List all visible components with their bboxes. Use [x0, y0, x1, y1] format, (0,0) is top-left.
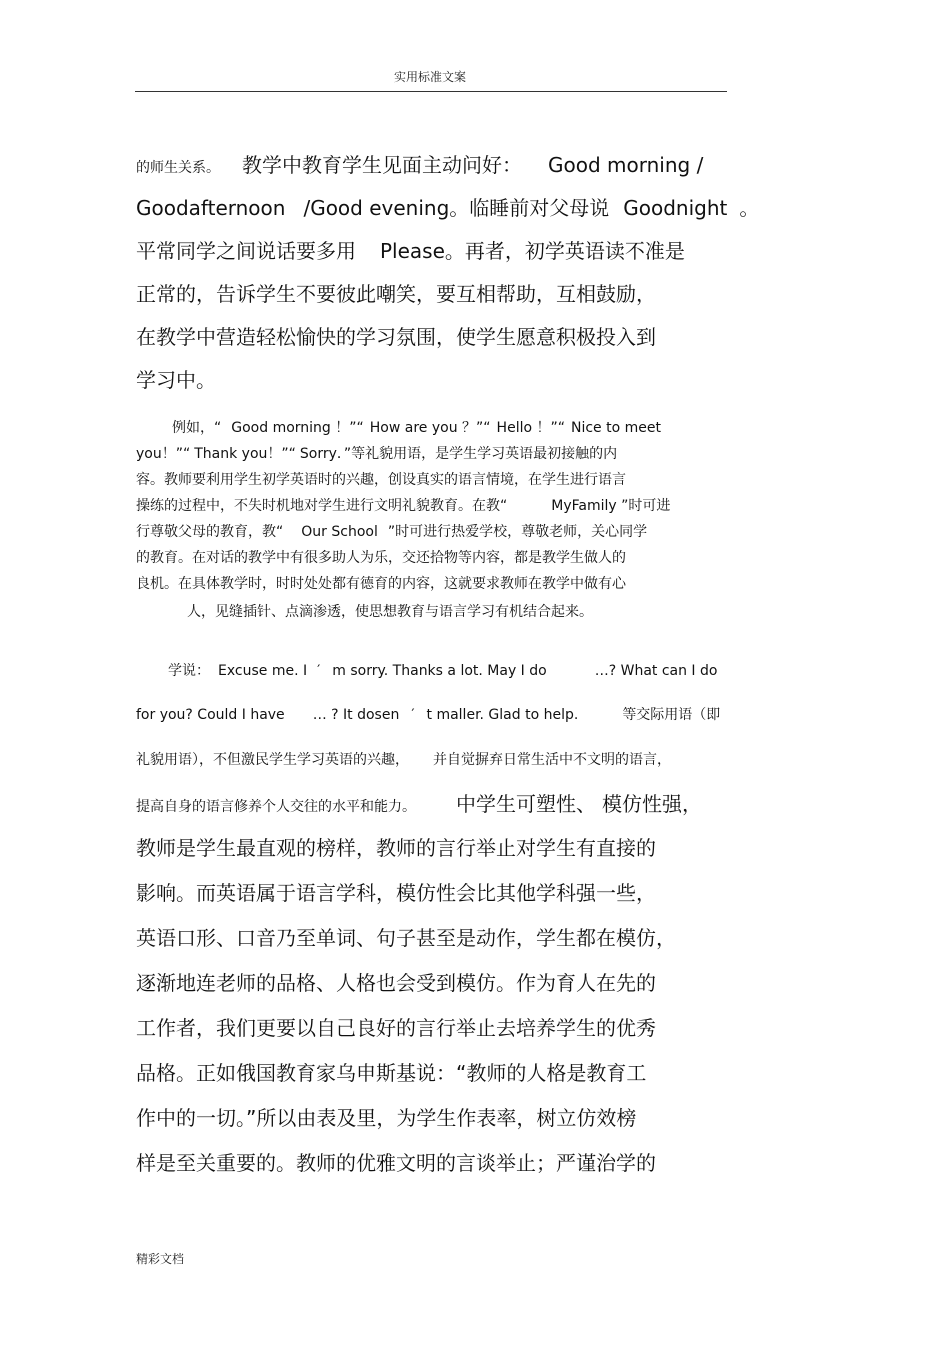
- text-line: 影响。而英语属于语言学科，模仿性会比其他学科强一些，: [136, 881, 656, 905]
- text-line: 提高自身的语言修养个人交往的水平和能力。 中学生可塑性、 模仿性强，: [136, 792, 702, 816]
- text-line: 工作者，我们更要以自己良好的言行举止去培养学生的优秀: [136, 1016, 656, 1040]
- text-line: 平常同学之间说话要多用 Please。再者，初学英语读不准是: [136, 239, 685, 263]
- text-line: 人，见缝插针、点滴渗透，使思想教育与语言学习有机结合起来。: [187, 604, 593, 620]
- text-line: 教师是学生最直观的榜样，教师的言行举止对学生有直接的: [136, 836, 656, 860]
- text-line: 良机。在具体教学时，时时处处都有德育的内容，这就要求教师在教学中做有心: [136, 576, 626, 592]
- page-footer: 精彩文档: [136, 1252, 185, 1266]
- text-line: you！”“ Thank you！”“ Sorry．”等礼貌用语，是学生学习英语最初接触的内: [136, 446, 618, 462]
- text-line: 逐渐地连老师的品格、人格也会受到模仿。作为育人在先的: [136, 971, 656, 995]
- text-line: 学习中。: [136, 368, 216, 392]
- text-line: 学说： Excuse me. I ′ m sorry. Thanks a lot. May I do …? What can I do: [168, 663, 718, 679]
- text-line: 正常的，告诉学生不要彼此嘲笑，要互相帮助，互相鼓励，: [136, 282, 656, 306]
- text-line: 行尊敬父母的教育，教“ Our School ”时可进行热爱学校，尊敬老师，关心同学: [136, 524, 648, 540]
- text-line: 的教育。在对话的教学中有很多助人为乐，交还拾物等内容，都是教学生做人的: [136, 550, 626, 566]
- text-line: 的师生关系。 教学中教育学生见面主动问好： Good morning /: [136, 153, 704, 177]
- text-line: 品格。正如俄国教育家乌申斯基说：“教师的人格是教育工: [136, 1061, 647, 1085]
- text-line: 例如，“ Good morning ！”“ How are you ？”“ Hello ！”“ Nice to meet: [172, 420, 661, 436]
- text-line: 样是至关重要的。教师的优雅文明的言谈举止；严谨治学的: [136, 1151, 656, 1175]
- text-line: for you? Could I have … ? It dosen ′ t maller. Glad to help. 等交际用语（即: [136, 707, 721, 723]
- header-divider: [135, 91, 727, 92]
- text-line: 礼貌用语），不但激民学生学习英语的兴趣， 并自觉摒弃日常生活中不文明的语言，: [136, 752, 671, 768]
- header-title: 实用标准文案: [393, 70, 466, 84]
- text-line: 在教学中营造轻松愉快的学习氛围，使学生愿意积极投入到: [136, 325, 656, 349]
- text-line: Goodafternoon /Good evening。临睡前对父母说 Goodnight 。: [136, 196, 760, 220]
- text-line: 容。教师要利用学生初学英语时的兴趣，创设真实的语言情境，在学生进行语言: [136, 472, 626, 488]
- text-line: 操练的过程中，不失时机地对学生进行文明礼貌教育。在教“ MyFamily ”时可进: [136, 498, 671, 514]
- text-line: 英语口形、口音乃至单词、句子甚至是动作，学生都在模仿，: [136, 926, 676, 950]
- text-line: 作中的一切。”所以由表及里，为学生作表率，树立仿效榜: [136, 1106, 637, 1130]
